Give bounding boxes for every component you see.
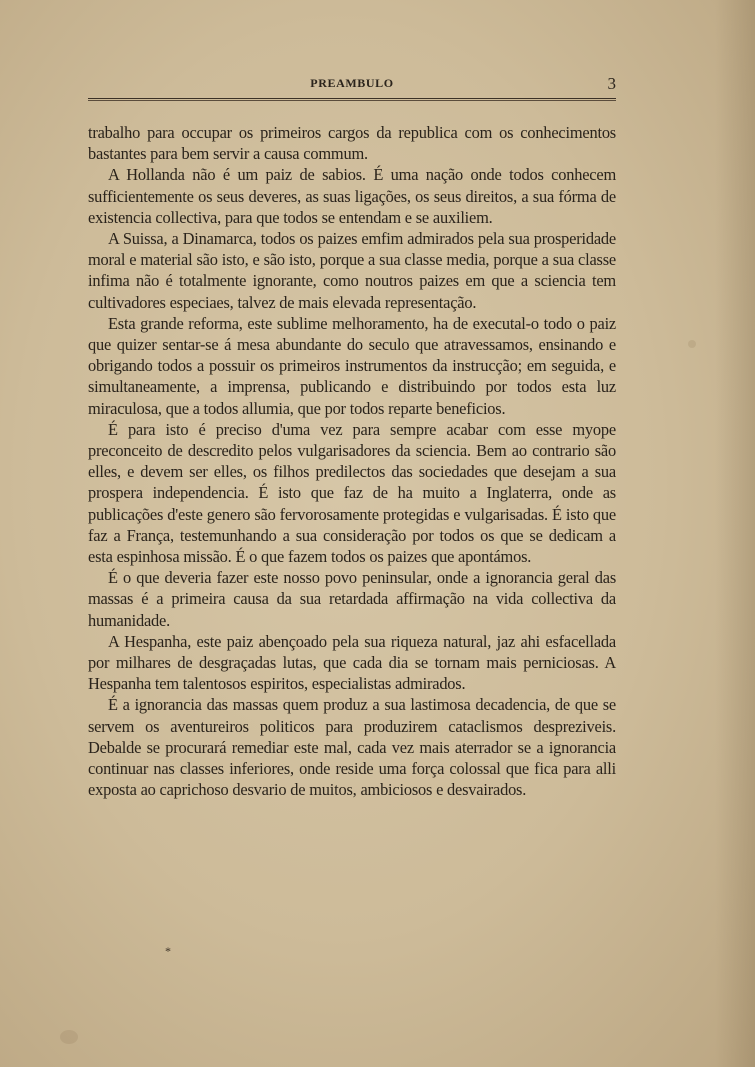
page-edge-shadow bbox=[715, 0, 755, 1067]
header-rule bbox=[88, 98, 616, 101]
paragraph: A Hollanda não é um paiz de sabios. É uma nação onde todos conhecem sufficientemente os seus deveres, as suas ligações, os seus direitos, a sua fórma de existencia collectiva, para que todos se entendam e se auxiliem. bbox=[88, 165, 616, 227]
paragraph: A Hespanha, este paiz abençoado pela sua riqueza natural, jaz ahi esfacellada por milhares de desgraçadas lutas, que cada dia se tornam mais perniciosas. A Hespanha tem talentosos espiritos, especialistas admirados. bbox=[88, 631, 616, 694]
end-ornament: * bbox=[165, 944, 171, 958]
paragraph: É o que deveria fazer este nosso povo peninsular, onde a ignorancia geral das massas é a primeira causa da sua retardada affirmação na vida collectiva da humanidade. bbox=[88, 568, 616, 630]
paragraph: É para isto é preciso d'uma vez para sempre acabar com esse myope preconceito de descredito pelos vulgarisadores da sciencia. Bem ao contrario são elles, e devem ser elles, os filhos predilectos das sociedades que desejam a sua prospera independencia. É isto que faz de ha muito a Inglaterra, onde as publicações d'este genero são fervorosamente protegidas e vulgarisadas. É isto que faz a França, testemunhando a sua consideração por todos os que se dedicam a esta espinhosa missão. É o que fazem todos os paizes que apontámos. bbox=[88, 419, 616, 567]
page-header bbox=[88, 74, 616, 94]
paragraph: trabalho para occupar os primeiros cargos da republica com os conhecimentos bastantes para bem servir a causa commum. bbox=[88, 123, 616, 164]
paragraph: A Suissa, a Dinamarca, todos os paizes emfim admirados pela sua prosperidade moral e material são isto, e são isto, porque a sua classe media, porque a sua classe infima não é totalmente ignorante, como noutros paizes em que a sciencia tem cultivadores especiaes, talvez de mais elevada representação. bbox=[88, 229, 616, 312]
paper-stain bbox=[688, 340, 696, 348]
running-head: PREAMBULO bbox=[310, 76, 394, 90]
page-number: 3 bbox=[607, 74, 616, 93]
body-text bbox=[88, 122, 616, 801]
paragraph: Esta grande reforma, este sublime melhoramento, ha de executal-o todo o paiz que quizer sentar-se á mesa abundante do seculo que atravessamos, ensinando e obrigando todos a possuir os primeiros instrumentos da instrucção; em seguida, e simultaneamente, a imprensa, publicando e distribuindo por todos esta luz miraculosa, que a todos allumia, que por todos reparte beneficios. bbox=[88, 313, 616, 418]
paper-stain bbox=[60, 1030, 78, 1044]
paragraph: É a ignorancia das massas quem produz a sua lastimosa decadencia, de que se servem os aventureiros politicos para produzirem cataclismos despreziveis. Debalde se procurará remediar este mal, cada vez mais aterrador se a ignorancia continuar nas classes inferiores, onde reside uma força colossal que fica para alli exposta ao caprichoso desvario de muitos, ambiciosos e desvairados. bbox=[88, 695, 616, 800]
